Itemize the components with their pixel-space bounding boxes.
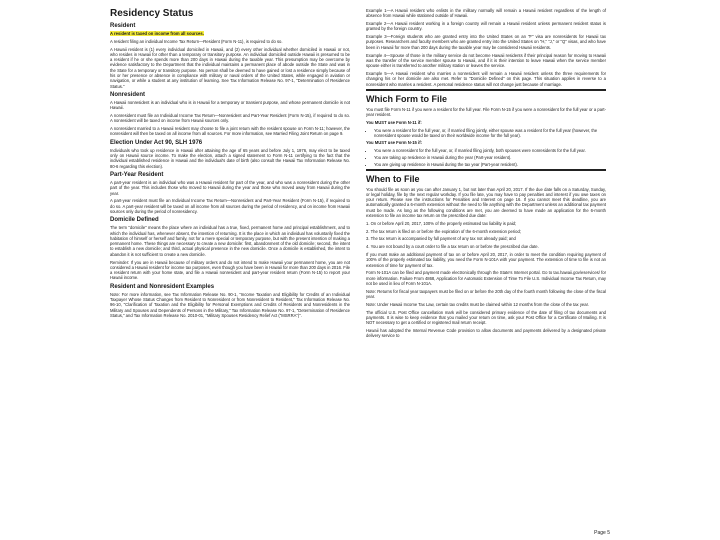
para: A nonresident married to a Hawaii resident may choose to file a joint return with the resident spouse on Form N-11; however, the nonresident will then be taxed on all income from all sources. For more information, see Married Filing Joint Return on page 9. (110, 126, 350, 137)
para: Reminder: If you are in Hawaii because of military orders and do not intend to make Hawaii your permanent home, you are not considered a Hawaii resident for income tax purposes, even though you have been in Hawaii for more than 200 days in 2016. File a resident return with your home state, and file a Hawaii nonresident and part-year resident return (Form N-15) to report your Hawaii income. (110, 259, 350, 281)
para: Individuals who took up residence in Hawaii after attaining the age of 65 years and before July 1, 1976, may elect to be taxed only on Hawaii source income. To make the election, attach a signed statement to Form N-11 certifying to the fact that the individual established residence in Hawaii and the individual's date of birth (also consult the Hawaii Tax Information Release No. 80-6 regarding this election). (110, 147, 350, 169)
must-n11-label: You MUST use Form N-11 if: (366, 119, 422, 125)
n15-list (374, 148, 606, 167)
para: Note: Returns for fiscal year taxpayers must be filed on or before the 20th day of the fourth month following the close of the fiscal year. (366, 288, 606, 300)
resident-heading: Resident (110, 23, 136, 29)
list-item: • You were a nonresident for the full year, or, if married filing jointly, both spouses were nonresidents for the full year. (374, 148, 606, 153)
example: Example 5—A Hawaii resident who marries a nonresident will remain a Hawaii resident unless the three requirements for changing his or her domicile are also met. Refer to "Domicile Defined" on this page. This situation applies in reverse to a nonresident who marries a resident. A personal residence status will not change just because of marriage. (366, 70, 606, 87)
page-number: Page 5 (594, 530, 610, 536)
right-column (366, 8, 606, 341)
para: A part-year resident must file an Individual Income Tax Return—Nonresident and Part-Year Resident (Form N-15), if required to do so. A part-year resident will be taxed on all income from all sources during the period of residency, and on income from Hawaii sources only during the period of nonresidency. (110, 198, 350, 214)
para: You must file Form N-11 if you were a resident for the full year. File Form N-15 if you were a nonresident for the full year or a part-year resident. (366, 106, 606, 118)
example: Example 2—A Hawaii resident working in a foreign country will remain a Hawaii resident unless permanent resident status is granted by the foreign country. (366, 21, 606, 32)
n11-list (374, 128, 606, 139)
para: You should file as soon as you can after January 1, but not later than April 20, 2017. If the due date falls on a Saturday, Sunday, or legal holiday, file by the next regular workday. If you file late, you may have to pay penalties and interest if you owe taxes on your return. Please see the instructions for Penalties and Interest on page 16. If you cannot meet this deadline, you are automatically granted a 6-month extension without the need to file anything with the Department unless an additional tax payment must be made. As long as the following conditions are met, you are deemed to have made an application for the 6-month extension to file an income tax return on the prescribed due date: (366, 186, 606, 219)
para: Note: Under Hawaii Income Tax Law, certain tax credits must be claimed within 12 months from the close of the tax year. (366, 301, 589, 307)
para: Hawaii has adopted the Internal Revenue Code provision to allow documents and payments delivered by a designated private delivery service to (366, 328, 606, 339)
divider (366, 89, 606, 91)
example: Example 3—Foreign students who are granted entry into the United States on an "F" visa are nonresidents for Hawaii tax purposes. Researchers and faculty members who are granted entry into the United States on "H," "J," or "Q" visas, and who have been in Hawaii for more than 200 days during the taxable year may be considered Hawaii residents. (366, 34, 606, 50)
para: A nonresident must file an Individual Income Tax Return—Nonresident and Part-Year Resident (Form N-15), if required to do so. A nonresident will be taxed on income from Hawaii sources only. (110, 113, 350, 124)
example: Example 4—Spouse of those in the military service do not become Hawaii residents if their principal reason for moving to Hawaii was the transfer of the service member spouse to Hawaii, and if it is their intention to leave Hawaii when the service member spouse either is transferred to another military station or leaves the service. (366, 52, 606, 69)
list-item: • You are taking up residence in Hawaii during the year (Part-year resident). (374, 155, 606, 160)
examples-heading: Resident and Nonresident Examples (110, 283, 215, 290)
para: Form N-101A can be filed and payment made electronically through the State's Internet portal. Go to tax.hawaii.gov/eservices/ for more information. Failure From 4868, Application for Automatic Extension of Time To File U.S. Individual Income Tax Return, may not be used in lieu of Form N-101A. (366, 270, 606, 286)
condition: 2. The tax return is filed on or before the expiration of the 6-month extension period; (366, 228, 521, 234)
divider (366, 169, 606, 171)
para: A Hawaii resident is (1) every individual domiciled in Hawaii, and (2) every other individual whether domiciled in Hawaii or not, who resides in Hawaii for other than a temporary or transitory purpose. An individual domiciled outside Hawaii is presumed to be a resident if he or she spends more than 200 days in Hawaii during the taxable year. This presumption may be overcome by evidence satisfactory to the Department that the individual maintains a permanent place of abode outside the State and was in the State for a temporary or transitory purpose. No person shall be deemed to have gained or lost a residence simply because of his or her presence or absence in compliance with military or naval orders of the United States, while engaged in aviation or navigation, or while a student at any institution of learning. See Tax Information Release No. 97-1, "Determination of Residence Status." (110, 46, 350, 89)
condition: 1. On or before April 20, 2017, 100% of the properly estimated tax liability is paid; (366, 220, 517, 226)
para: A resident filing an individual Income Tax Return—Resident (Form N-11), is required to do so. (110, 38, 283, 44)
which-form-heading: Which Form to File (366, 93, 447, 104)
document-page (110, 8, 610, 536)
when-to-file-heading: When to File (366, 173, 420, 184)
resident-highlight: A resident is taxed on income from all sources. (110, 31, 204, 36)
left-column (110, 8, 350, 321)
para: If you must make an additional payment of tax on or before April 20, 2017, in order to meet the condition requiring payment of 100% of the properly estimated tax liability, you need the Form N-101A with your payment. The extension of time to file is not an extension of time for payment of tax. (366, 252, 606, 268)
para: The official U.S. Post Office cancellation mark will be considered primary evidence of the date of filing of tax documents and payments. It is wise to keep evidence that you mailed your return on time, ask your Post Office for a Certificate of Mailing. It is NOT necessary to get a certified or registered mail return receipt. (366, 309, 606, 326)
para: Note: For more information, see Tax Information Release No. 90-1, "Income Taxation and Eligibility for Credits of an Individual Taxpayer Whose Status Changes from Resident to Nonresident or from Nonresident to Resident," Tax Information Release No. 96-10, "Clarification of Taxation and the Eligibility for Personal Exemptions and Credits of Residents and Nonresidents in the Military and Spouses and Dependents of Persons in the Military," Tax Information Release No. 97-1, "Determination of Residence Status," and Tax Information Release No. 2010-01, "Military Spouses Residency Relief Act ("MSRRA")". (110, 291, 350, 318)
page-title: Residency Status (110, 8, 194, 19)
list-item: • You were a resident for the full year, or, if married filing jointly, either spouse was a resident for the full year (however, the nonresident spouse would be taxed on their worldwide income for the full year). (374, 128, 606, 139)
list-item: • You are giving up residence in Hawaii during the tax year (Part-year resident). (374, 162, 606, 167)
para: A part-year resident is an individual who was a Hawaii resident for part of the year, and who was a nonresident during the other part of the year. This includes those who moved to Hawaii during the year and those who moved away from Hawaii during the year. (110, 179, 350, 196)
domicile-heading: Domicile Defined (110, 217, 159, 224)
condition: 3. The tax return is accompanied by full payment of any tax not already paid; and (366, 236, 516, 242)
nonresident-heading: Nonresident (110, 91, 146, 98)
must-n15-label: You MUST use Form N-15 if: (366, 140, 422, 146)
para: A Hawaii nonresident is an individual who is in Hawaii for a temporary or transient purpose, and whose permanent domicile is not Hawaii. (110, 99, 350, 111)
part-year-heading: Part-Year Resident (110, 171, 164, 178)
para: The term "domicile" means the place where an individual has a true, fixed, permanent home and principal establishment, and to which the individual has, whenever absent, the intention of returning. It is the place in which an individual has voluntarily fixed the habitation of himself or herself and family, not for a mere special or temporary purpose, but with the present intention of making a permanent home. These things are necessary to create a new domicile: first, abandonment of the old domicile; second, the intent to establish a new domicile; and third, actual physical presence in the new domicile. Once a domicile is established, the intent to abandon it is not sufficient to create a new domicile. (110, 225, 350, 257)
condition: 4. You are not bound by a court order to file a tax return on or before the prescribed due date. (366, 244, 539, 250)
election-heading: Election Under Act 90, SLH 1976 (110, 139, 203, 146)
example: Example 1—A Hawaii resident who enlists in the military normally will remain a Hawaii resident regardless of the length of absence from Hawaii while stationed outside of Hawaii. (366, 8, 606, 19)
